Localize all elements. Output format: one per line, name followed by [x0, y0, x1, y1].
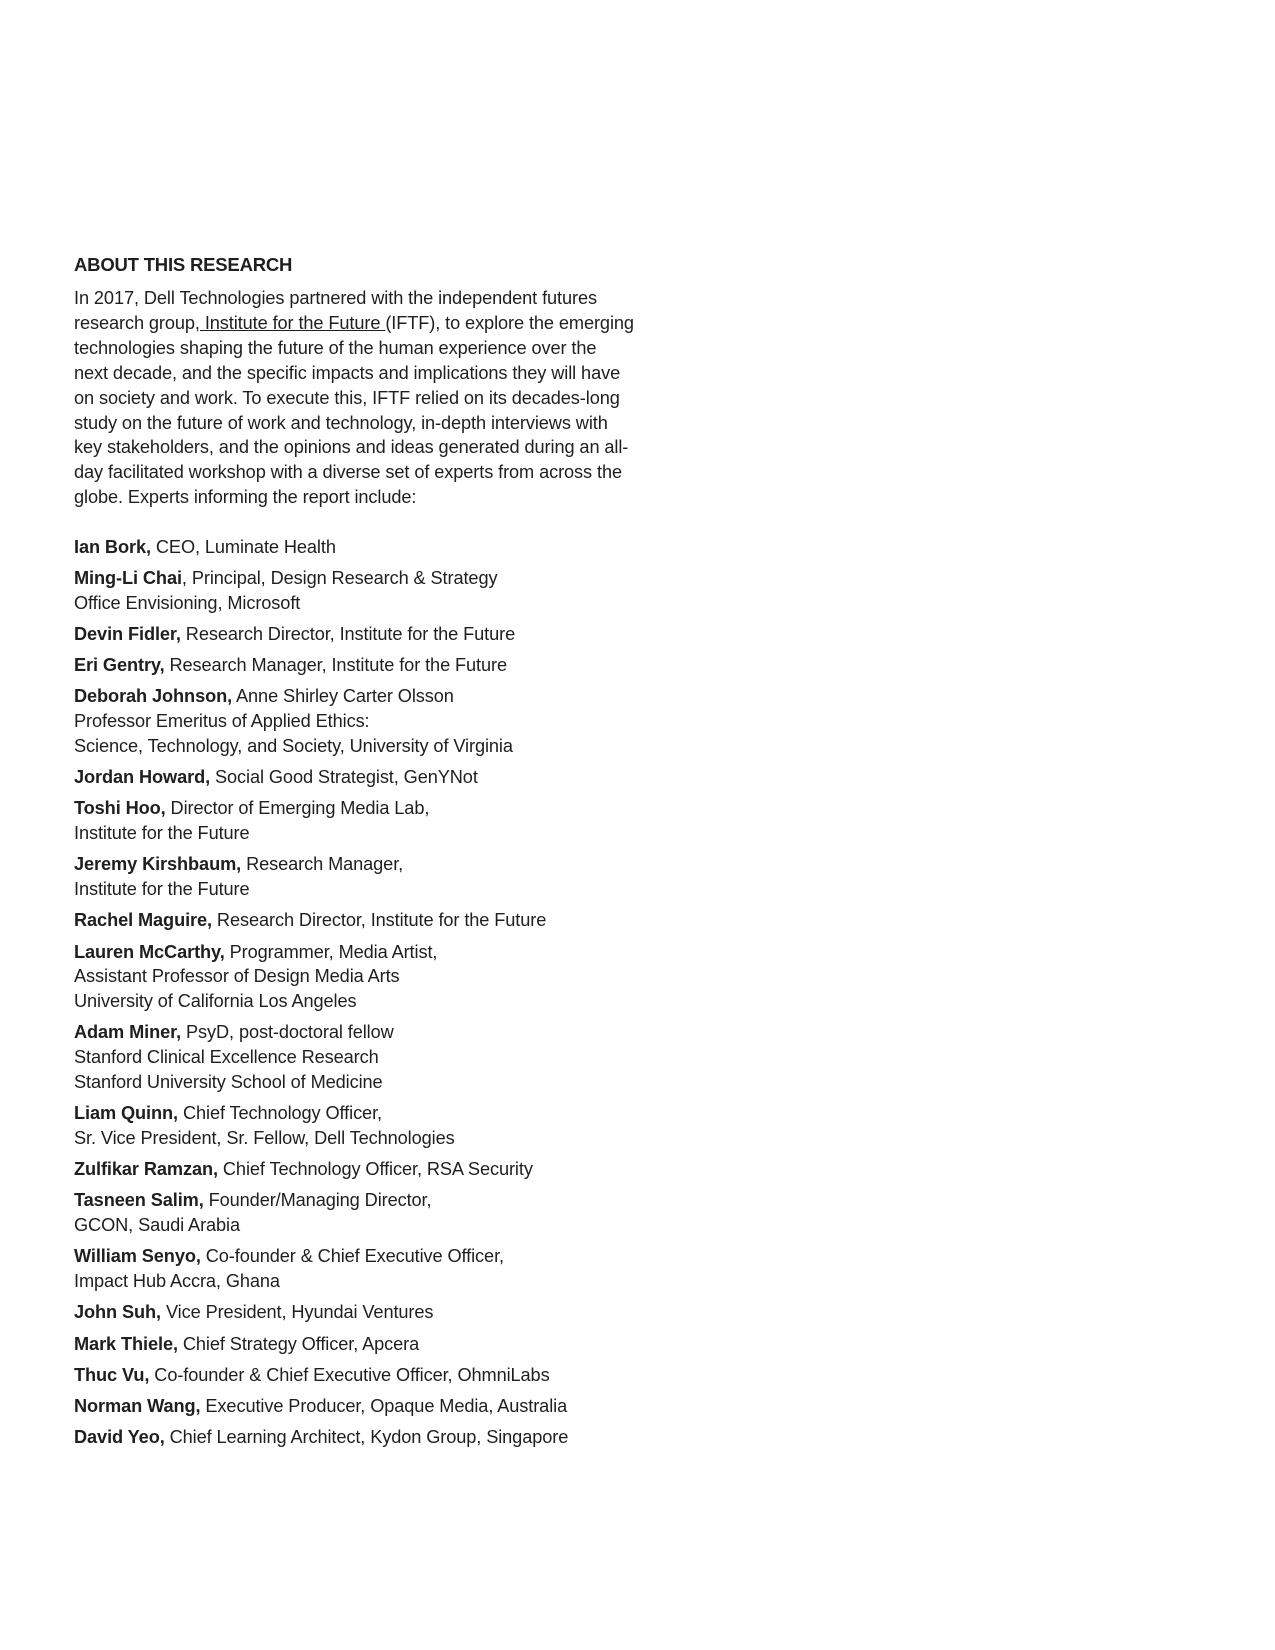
expert-title: Co-founder & Chief Executive Officer, [200, 1246, 504, 1267]
expert-item [74, 684, 634, 759]
expert-title: Chief Technology Officer, RSA Security [217, 1159, 533, 1180]
expert-line [74, 908, 634, 933]
expert-line [74, 1269, 634, 1294]
expert-title: University of California Los Angeles [74, 991, 357, 1012]
expert-title: Programmer, Media Artist, [224, 941, 438, 962]
expert-item [74, 1394, 634, 1419]
expert-title: Founder/Managing Director, [203, 1190, 432, 1211]
expert-line [74, 684, 634, 709]
expert-line [74, 1070, 634, 1095]
expert-name: Toshi Hoo, [74, 798, 166, 819]
expert-line [74, 535, 634, 560]
expert-line [74, 821, 634, 846]
expert-title: Science, Technology, and Society, University of Virginia [74, 736, 513, 757]
expert-title: Institute for the Future [74, 879, 250, 900]
expert-item [74, 566, 634, 616]
expert-line [74, 877, 634, 902]
expert-name: Mark Thiele, [74, 1333, 178, 1354]
expert-title: , Principal, Design Research & Strategy [181, 568, 498, 589]
expert-title: Vice President, Hyundai Ventures [161, 1302, 434, 1323]
expert-line [74, 1101, 634, 1126]
expert-name: Jordan Howard, [74, 767, 211, 788]
expert-name: Tasneen Salim, [74, 1190, 204, 1211]
expert-line [74, 653, 634, 678]
expert-name: Liam Quinn, [74, 1103, 178, 1124]
expert-title: Office Envisioning, Microsoft [74, 593, 301, 614]
expert-title: Executive Producer, Opaque Media, Australia [200, 1395, 568, 1416]
expert-item [74, 796, 634, 846]
expert-title: Sr. Vice President, Sr. Fellow, Dell Technologies [74, 1128, 455, 1149]
expert-item [74, 1101, 634, 1151]
expert-title: Assistant Professor of Design Media Arts [74, 966, 400, 987]
expert-line [74, 852, 634, 877]
expert-item [74, 908, 634, 933]
expert-line [74, 796, 634, 821]
expert-line [74, 1363, 634, 1388]
expert-item [74, 765, 634, 790]
expert-title: PsyD, post-doctoral fellow [181, 1022, 394, 1043]
expert-item [74, 622, 634, 647]
expert-name: John Suh, [74, 1302, 162, 1323]
intro-text-after-link: (IFTF), to explore the emerging technologies shaping the future of the human experience over the next decade, and the specific impacts and implications they will have on society and work. To execute this, IFTF relied on its decades-long study on the future of work and technology, in-depth interviews with key stakeholders, and the opinions and ideas generated during an all-day facilitated workshop with a diverse set of experts from across the globe. Experts informing the report include: [74, 312, 634, 508]
expert-line [74, 591, 634, 616]
expert-name: Zulfikar Ramzan, [74, 1159, 218, 1180]
expert-title: Chief Learning Architect, Kydon Group, Singapore [164, 1426, 569, 1447]
expert-item [74, 1244, 634, 1294]
expert-name: Devin Fidler, [74, 624, 181, 645]
expert-title: Co-founder & Chief Executive Officer, OhmniLabs [149, 1364, 550, 1385]
expert-line [74, 989, 634, 1014]
expert-line [74, 1188, 634, 1213]
expert-title: GCON, Saudi Arabia [74, 1215, 241, 1236]
expert-line [74, 1425, 634, 1450]
expert-title: Professor Emeritus of Applied Ethics: [74, 711, 370, 732]
expert-title: Anne Shirley Carter Olsson [232, 686, 454, 707]
expert-name: William Senyo, [74, 1246, 201, 1267]
expert-name: Ming-Li Chai [74, 568, 182, 589]
expert-title: Research Director, Institute for the Future [180, 624, 516, 645]
expert-item [74, 1188, 634, 1238]
expert-item [74, 852, 634, 902]
expert-line [74, 1394, 634, 1419]
expert-line [74, 765, 634, 790]
expert-name: Ian Bork, [74, 537, 151, 558]
expert-item [74, 1157, 634, 1182]
expert-line [74, 1300, 634, 1325]
expert-line [74, 1126, 634, 1151]
expert-name: Eri Gentry, [74, 655, 165, 676]
expert-line [74, 964, 634, 989]
expert-line [74, 1045, 634, 1070]
expert-name: David Yeo, [74, 1426, 165, 1447]
expert-line [74, 940, 634, 965]
expert-name: Lauren McCarthy, [74, 941, 225, 962]
expert-name: Deborah Johnson, [74, 686, 233, 707]
expert-title: Stanford Clinical Excellence Research [74, 1047, 379, 1068]
expert-line [74, 734, 634, 759]
expert-item [74, 940, 634, 1015]
about-research-section [74, 254, 634, 1456]
section-heading: ABOUT THIS RESEARCH [74, 254, 293, 275]
expert-item [74, 653, 634, 678]
expert-line [74, 1020, 634, 1045]
expert-line [74, 709, 634, 734]
expert-title: Research Manager, [241, 854, 404, 875]
expert-line [74, 1157, 634, 1182]
expert-title: Impact Hub Accra, Ghana [74, 1271, 280, 1292]
expert-line [74, 1332, 634, 1357]
expert-item [74, 1332, 634, 1357]
expert-title: Director of Emerging Media Lab, [165, 798, 430, 819]
expert-item [74, 1363, 634, 1388]
expert-title: Chief Strategy Officer, Apcera [177, 1333, 420, 1354]
expert-title: Research Manager, Institute for the Future [164, 655, 507, 676]
intro-text-before-link: In 2017, Dell Technologies partnered with the independent futures research group, [74, 288, 597, 333]
expert-name: Norman Wang, [74, 1395, 201, 1416]
intro-paragraph [74, 286, 634, 510]
expert-name: Adam Miner, [74, 1022, 182, 1043]
expert-title: Chief Technology Officer, [178, 1103, 382, 1124]
expert-item [74, 1300, 634, 1325]
expert-name: Thuc Vu, [74, 1364, 150, 1385]
expert-item [74, 535, 634, 560]
expert-title: Institute for the Future [74, 823, 250, 844]
expert-name: Rachel Maguire, [74, 910, 212, 931]
expert-item [74, 1425, 634, 1450]
expert-line [74, 1244, 634, 1269]
expert-title: Stanford University School of Medicine [74, 1072, 383, 1093]
expert-title: CEO, Luminate Health [150, 537, 336, 558]
expert-title: Research Director, Institute for the Future [211, 910, 547, 931]
expert-line [74, 622, 634, 647]
experts-list [74, 535, 634, 1450]
expert-name: Jeremy Kirshbaum, [74, 854, 242, 875]
iftf-link[interactable]: Institute for the Future [199, 312, 386, 333]
expert-title: Social Good Strategist, GenYNot [210, 767, 478, 788]
expert-item [74, 1020, 634, 1095]
expert-line [74, 1213, 634, 1238]
expert-line [74, 566, 634, 591]
